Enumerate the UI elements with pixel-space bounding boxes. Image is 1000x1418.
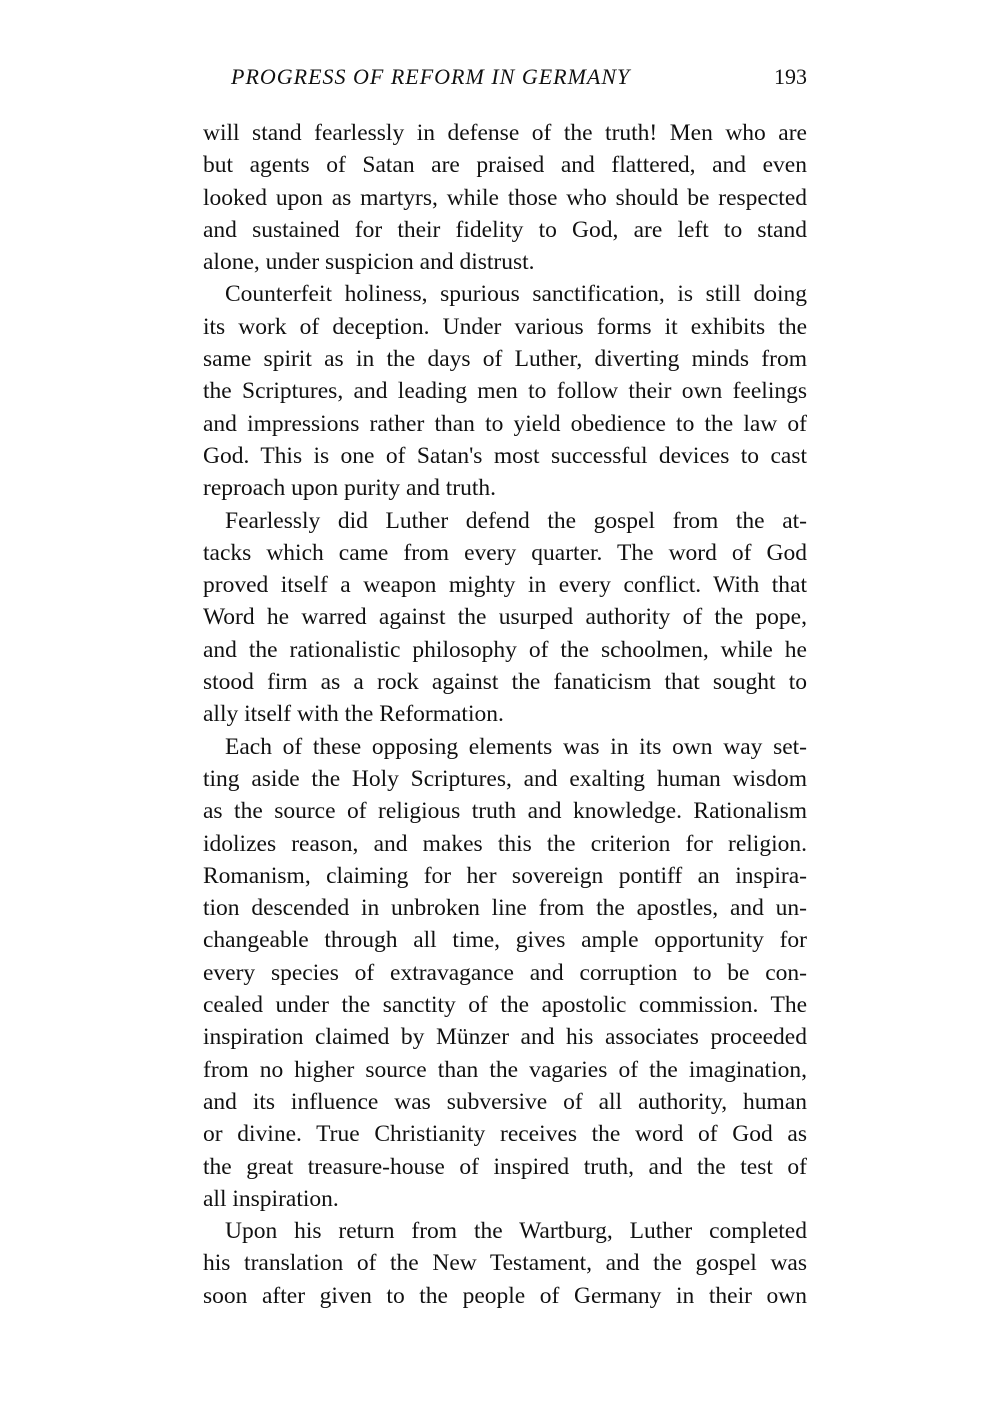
text-line: tacks which came from every quarter. The word of God [203,539,807,566]
text-line: and its influence was subversive of all authority, human [203,1088,807,1115]
text-line: all inspiration. [203,1185,339,1212]
text-line: cealed under the sanctity of the apostolic commission. The [203,992,807,1019]
paragraph [203,731,807,1215]
text-line: and sustained for their fidelity to God, are left to stand [203,216,807,243]
text-line: reproach upon purity and truth. [203,475,497,502]
text-line: alone, under suspicion and distrust. [203,249,535,276]
text-line: God. This is one of Satan's most successful devices to cast [203,442,807,469]
page-number: 193 [774,64,807,89]
text-line: every species of extravagance and corruption to be con- [203,959,807,986]
text-line: tion descended in unbroken line from the apostles, and un- [203,895,807,922]
text-line: inspiration claimed by Münzer and his associates proceeded [203,1024,807,1051]
text-line: ally itself with the Reformation. [203,701,504,728]
text-line: same spirit as in the days of Luther, diverting minds from [203,346,807,373]
text-line: from no higher source than the vagaries of the imagination, [203,1056,807,1083]
text-line: as the source of religious truth and knowledge. Rationalism [203,798,807,825]
text-line: Counterfeit holiness, spurious sanctification, is still doing [225,281,807,308]
text-line: stood firm as a rock against the fanaticism that sought to [203,669,807,696]
text-line: Word he warred against the usurped authority of the pope, [203,604,807,631]
text-line: soon after given to the people of Germany in their own [203,1282,807,1309]
page-body [203,117,807,1312]
text-line: the great treasure-house of inspired truth, and the test of [203,1153,807,1180]
paragraph [203,505,807,731]
paragraph [203,1215,807,1312]
text-line: the Scriptures, and leading men to follow their own feelings [203,378,807,405]
text-line: his translation of the New Testament, and the gospel was [203,1250,807,1277]
paragraph [203,278,807,504]
text-line: idolizes reason, and makes this the criterion for religion. [203,830,807,857]
text-line: ting aside the Holy Scriptures, and exalting human wisdom [203,765,807,792]
text-line: its work of deception. Under various forms it exhibits the [203,313,807,340]
paragraph [203,117,807,278]
text-line: Upon his return from the Wartburg, Luther completed [225,1218,807,1245]
text-line: proved itself a weapon mighty in every conflict. With that [203,572,807,599]
text-line: and impressions rather than to yield obedience to the law of [203,410,807,437]
text-line: looked upon as martyrs, while those who should be respected [203,184,807,211]
text-line: but agents of Satan are praised and flattered, and even [203,152,807,179]
text-line: and the rationalistic philosophy of the schoolmen, while he [203,636,807,663]
running-title: PROGRESS OF REFORM IN GERMANY [231,64,631,89]
text-line: changeable through all time, gives ample opportunity for [203,927,807,954]
text-line: will stand fearlessly in defense of the truth! Men who are [203,120,807,146]
text-line: Romanism, claiming for her sovereign pontiff an inspira- [203,862,807,889]
text-line: or divine. True Christianity receives the word of God as [203,1121,807,1148]
text-line: Each of these opposing elements was in its own way set- [225,733,807,760]
page-header [203,64,807,98]
text-line: Fearlessly did Luther defend the gospel from the at- [225,507,807,534]
